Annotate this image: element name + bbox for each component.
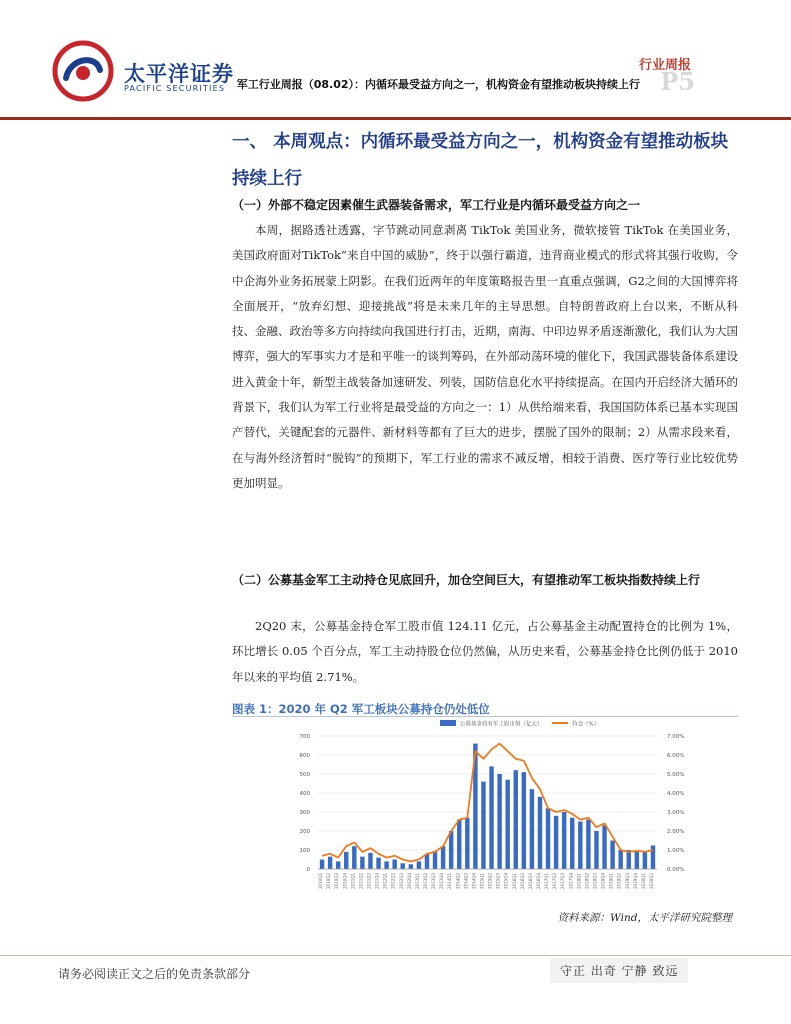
chart-bar xyxy=(465,818,469,869)
x-axis-tick: 2019Q3 xyxy=(624,873,630,889)
x-axis-tick: 2019Q2 xyxy=(616,873,622,889)
chart-bar xyxy=(627,850,631,869)
x-axis-tick: 2013Q1 xyxy=(414,873,420,889)
x-axis-tick: 2014Q1 xyxy=(447,873,453,889)
x-axis-tick: 2016Q4 xyxy=(535,873,541,889)
figure-header xyxy=(232,698,738,717)
x-axis-tick: 2018Q4 xyxy=(600,873,606,889)
page-number: P5 xyxy=(660,67,695,96)
figure-title: 图表 1：2020 年 Q2 军工板块公募持仓仍处低位 xyxy=(232,702,490,716)
chart-bar xyxy=(320,860,324,870)
left-axis-tick: 700 xyxy=(299,734,310,740)
x-axis-tick: 2015Q3 xyxy=(495,873,501,889)
left-axis-tick: 600 xyxy=(299,753,310,759)
x-axis-tick: 2012Q4 xyxy=(406,873,412,889)
chart-bar xyxy=(368,853,372,869)
chart-bar xyxy=(562,812,566,869)
chart-bar xyxy=(344,852,348,869)
x-axis-tick: 2010Q2 xyxy=(326,873,332,889)
x-axis-tick: 2017Q2 xyxy=(552,873,558,889)
x-axis-tick: 2016Q2 xyxy=(519,873,525,889)
x-axis-tick: 2016Q3 xyxy=(527,873,533,889)
chart-bar xyxy=(417,861,421,869)
chart-bar xyxy=(425,854,429,869)
x-axis-tick: 2010Q4 xyxy=(342,873,348,889)
chart-bar xyxy=(328,857,332,869)
paragraph-2: 2Q20 末，公募基金持仓军工股市值 124.11 亿元，占公募基金主动配置持仓的比例为 1%，环比增长 0.05 个百分点，军工主动持股仓位仍然偏，从历史来看，公募基金持仓比例仍低于 2010 年以来的平均值 2.71%。 xyxy=(232,619,738,684)
x-axis-tick: 2014Q4 xyxy=(471,873,477,889)
x-axis-tick: 2012Q2 xyxy=(390,873,396,889)
header-divider xyxy=(0,117,791,120)
x-axis-tick: 2010Q3 xyxy=(334,873,340,889)
x-axis-tick: 2014Q3 xyxy=(463,873,469,889)
chart-bar xyxy=(481,782,485,869)
chart-bar xyxy=(602,825,606,869)
left-axis-tick: 200 xyxy=(299,829,310,835)
x-axis-tick: 2011Q4 xyxy=(374,873,380,889)
left-axis-tick: 100 xyxy=(299,848,310,854)
right-axis-tick: 6.00% xyxy=(667,753,685,759)
x-axis-tick: 2014Q2 xyxy=(455,873,461,889)
right-axis-tick: 4.00% xyxy=(667,791,685,797)
chart-bar xyxy=(433,851,437,869)
x-axis-tick: 2017Q1 xyxy=(544,873,550,889)
chart-bar xyxy=(376,858,380,869)
x-axis-tick: 2012Q1 xyxy=(382,873,388,889)
chart-bar xyxy=(497,774,501,869)
left-axis-tick: 300 xyxy=(299,810,310,816)
x-axis-tick: 2011Q2 xyxy=(358,873,364,889)
pacific-securities-logo xyxy=(52,40,114,102)
report-type: 行业周报 xyxy=(638,58,691,73)
right-axis-tick: 2.00% xyxy=(667,829,685,835)
brand-name-cn: 太平洋证券 xyxy=(124,62,234,86)
chart-bar xyxy=(409,864,413,869)
x-axis-tick: 2012Q3 xyxy=(398,873,404,889)
legend-bar-label: 公募基金持有军工股市值（亿元） xyxy=(460,721,543,728)
chart-bar xyxy=(618,850,622,869)
left-axis-tick: 500 xyxy=(299,772,310,778)
chart-bar xyxy=(594,831,598,869)
footer-divider xyxy=(0,955,791,956)
chart-bar xyxy=(360,857,364,869)
chart-bar xyxy=(651,845,655,869)
x-axis-tick: 2011Q3 xyxy=(366,873,372,889)
right-axis-tick: 0.00% xyxy=(667,867,685,873)
right-axis-tick: 3.00% xyxy=(667,810,685,816)
chart-bar xyxy=(530,789,534,869)
chart-bar xyxy=(578,822,582,870)
section-title: 一、 本周观点：内循环最受益方向之一，机构资金有望推动板块持续上行 xyxy=(232,132,729,189)
chart-bar xyxy=(635,852,639,869)
chart-bar xyxy=(489,766,493,869)
x-axis-tick: 2020Q1 xyxy=(640,873,646,889)
subsection-title-2: （二）公募基金军工主动持仓见底回升，加仓空间巨大，有望推动军工板块指数持续上行 xyxy=(232,573,701,587)
x-axis-tick: 2015Q1 xyxy=(479,873,485,889)
chart-bar xyxy=(449,831,453,869)
footer-motto: 守正 出奇 宁静 致远 xyxy=(550,958,688,983)
chart-bar xyxy=(538,797,542,869)
report-header-title: 军工行业周报（08.02）：内循环最受益方向之一，机构资金有望推动板块持续上行 xyxy=(236,78,640,91)
right-axis-tick: 1.00% xyxy=(667,848,685,854)
x-axis-tick: 2016Q1 xyxy=(511,873,517,889)
x-axis-tick: 2018Q1 xyxy=(576,873,582,889)
subsection-title-1: （一）外部不稳定因素催生武器装备需求，军工行业是内循环最受益方向之一 xyxy=(232,198,641,212)
footer-disclaimer: 请务必阅读正文之后的免责条款部分 xyxy=(58,967,251,981)
x-axis-tick: 2019Q4 xyxy=(632,873,638,889)
x-axis-tick: 2017Q4 xyxy=(568,873,574,889)
right-axis-tick: 5.00% xyxy=(667,772,685,778)
x-axis-tick: 2018Q3 xyxy=(592,873,598,889)
x-axis-tick: 2015Q4 xyxy=(503,873,509,889)
holdings-chart xyxy=(232,716,738,906)
x-axis-tick: 2018Q2 xyxy=(584,873,590,889)
legend-line-label: 持仓（%） xyxy=(572,721,600,728)
chart-bar xyxy=(441,846,445,869)
x-axis-tick: 2017Q3 xyxy=(560,873,566,889)
brand-name-en: PACIFIC SECURITIES xyxy=(124,84,226,93)
x-axis-tick: 2020Q2 xyxy=(648,873,654,889)
paragraph-1: 本周，据路透社透露，字节跳动同意剥离 TikTok 美国业务，微软接管 TikTok 在美国业务，美国政府面对TikTok“来自中国的威胁”，终于以强行霸道，违背商业模式的形式将其强行收购，令中企海外业务拓展蒙上阴影。在我们近两年的年度策略报告里一直重点强调，G2之间的大国博弈将全面展开，“放弃幻想、迎接挑战”将是未来几年的主导思想。自特朗普政府上台以来，不断从科技、金融、政治等多方向持续向我国进行打击，近期，南海、中印边界矛盾逐渐激化，我们认为大国博弈，强大的军事实力才是和平唯一的谈判筹码，在外部动荡环境的催化下，我国武器装备体系建设进入黄金十年，新型主战装备加速研发、列装，国防信息化水平持续提高。在国内开启经济大循环的背景下，我们认为军工行业将是最受益的方向之一：1）从供给端来看，我国国防体系已基本实现国产替代，关键配套的元器件、新材料等都有了巨大的进步，摆脱了国外的限制；2）从需求段来看，在与海外经济暂时“脱钩”的预期下，军工行业的需求不减反增，相较于消费、医疗等行业比较优势更加明显。 xyxy=(232,223,738,490)
x-axis-tick: 2013Q2 xyxy=(422,873,428,889)
chart-bar xyxy=(554,816,558,869)
chart-bar xyxy=(514,770,518,869)
chart-bar xyxy=(352,846,356,869)
chart-bar xyxy=(586,820,590,869)
chart-bar xyxy=(457,820,461,869)
chart-bar xyxy=(522,772,526,869)
chart-bar xyxy=(505,780,509,869)
x-axis-tick: 2019Q1 xyxy=(608,873,614,889)
right-axis-tick: 7.00% xyxy=(667,734,685,740)
chart-bar xyxy=(546,808,550,869)
chart-bar xyxy=(392,860,396,870)
x-axis-tick: 2013Q3 xyxy=(431,873,437,889)
x-axis-tick: 2015Q2 xyxy=(487,873,493,889)
chart-bar xyxy=(384,861,388,869)
left-axis-tick: 400 xyxy=(299,791,310,797)
chart-bar xyxy=(643,851,647,869)
left-axis-tick: 0 xyxy=(306,867,310,873)
figure-source: 资料来源：Wind，太平洋研究院整理 xyxy=(557,912,732,924)
chart-bar xyxy=(570,818,574,869)
chart-bar xyxy=(401,863,405,869)
legend-bar-swatch xyxy=(440,720,456,726)
chart-bar xyxy=(610,841,614,870)
x-axis-tick: 2013Q4 xyxy=(439,873,445,889)
chart-container xyxy=(232,716,738,906)
x-axis-tick: 2011Q1 xyxy=(350,873,356,889)
x-axis-tick: 2010Q1 xyxy=(318,873,324,889)
chart-bar xyxy=(336,861,340,869)
